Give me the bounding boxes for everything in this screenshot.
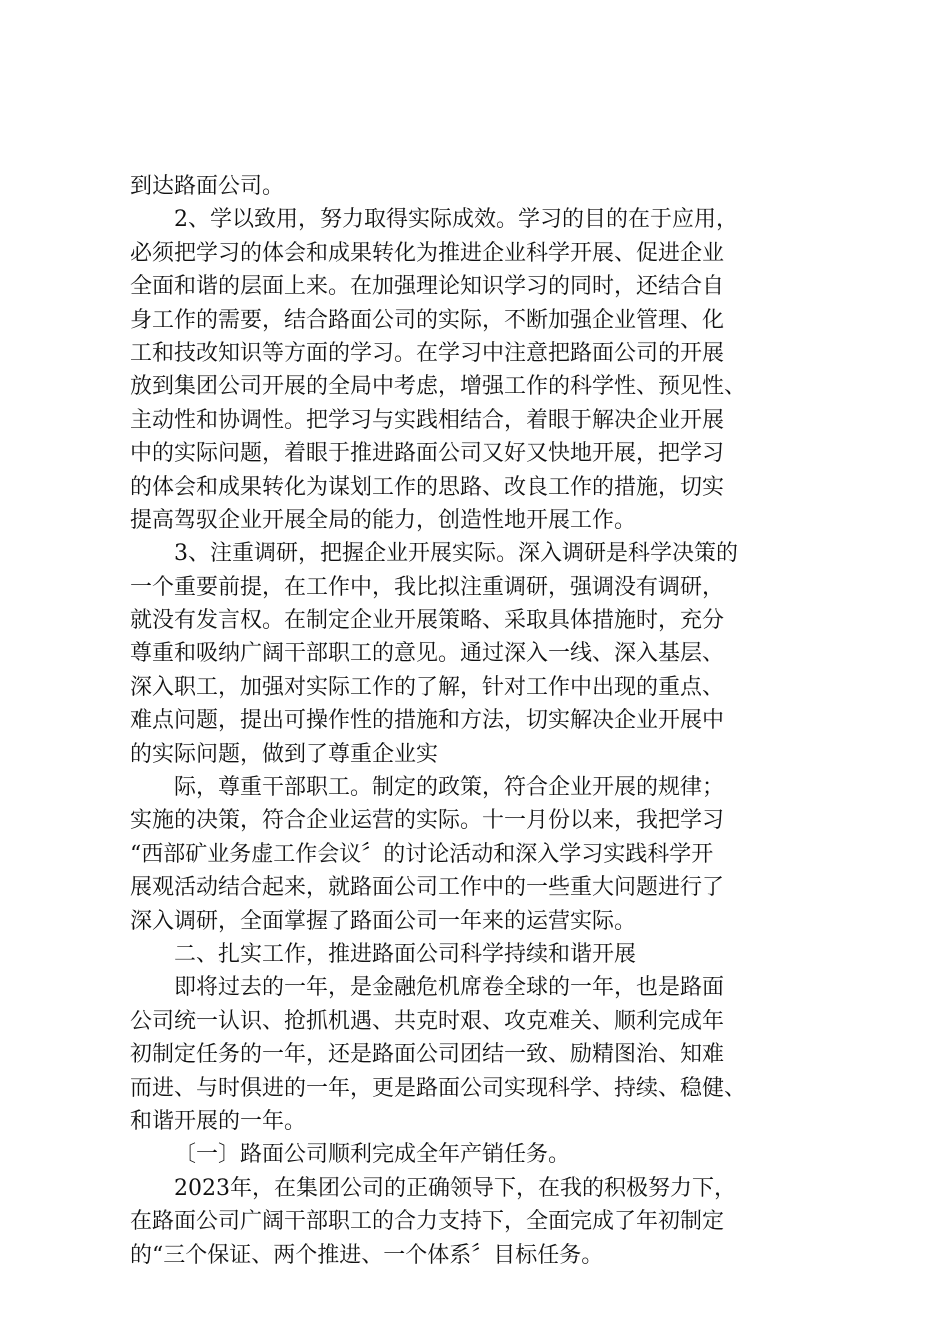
text-line: 到达路面公司。 bbox=[130, 174, 285, 199]
text-line: “西部矿业务虚工作会议〞的讨论活动和深入学习实践科学开 bbox=[130, 841, 714, 867]
text-line: 一个重要前提，在工作中，我比拟注重调研，强调没有调研， bbox=[130, 574, 725, 600]
text-line: 和谐开展的一年。 bbox=[130, 1108, 307, 1134]
text-line: 二、扎实工作，推进路面公司科学持续和谐开展 bbox=[174, 941, 637, 967]
text-line: 的实际问题，做到了尊重企业实 bbox=[130, 741, 439, 767]
text-line: 主动性和协调性。把学习与实践相结合，着眼于解决企业开展 bbox=[130, 407, 725, 433]
text-line: 实施的决策，符合企业运营的实际。十一月份以来，我把学习 bbox=[130, 808, 725, 834]
text-line: 深入调研，全面掌握了路面公司一年来的运营实际。 bbox=[130, 908, 637, 934]
text-line: 中的实际问题，着眼于推进路面公司又好又快地开展，把学习 bbox=[130, 441, 725, 467]
text-line: 全面和谐的层面上来。在加强理论知识学习的同时，还结合自 bbox=[130, 274, 725, 300]
text-line: 2、学以致用，努力取得实际成效。学习的目的在于应用， bbox=[174, 207, 738, 233]
text-line: 提高驾驭企业开展全局的能力，创造性地开展工作。 bbox=[130, 507, 637, 533]
text-line: 展观活动结合起来，就路面公司工作中的一些重大问题进行了 bbox=[130, 875, 725, 901]
text-line: 的体会和成果转化为谋划工作的思路、改良工作的措施，切实 bbox=[130, 474, 725, 500]
text-line: 放到集团公司开展的全局中考虑，增强工作的科学性、预见性、 bbox=[130, 374, 747, 400]
text-line: 即将过去的一年，是金融危机席卷全球的一年，也是路面 bbox=[174, 975, 725, 1001]
text-line: 必须把学习的体会和成果转化为推进企业科学开展、促进企业 bbox=[130, 240, 725, 266]
text-line: 公司统一认识、抢抓机遇、共克时艰、攻克难关、顺利完成年 bbox=[130, 1008, 725, 1034]
text-line: 〔一〕路面公司顺利完成全年产销任务。 bbox=[174, 1142, 571, 1168]
text-line: 工和技改知识等方面的学习。在学习中注意把路面公司的开展 bbox=[130, 340, 725, 366]
text-line: 的“三个保证、两个推进、一个体系〞目标任务。 bbox=[130, 1242, 604, 1268]
text-line: 而进、与时俱进的一年，更是路面公司实现科学、持续、稳健、 bbox=[130, 1075, 747, 1101]
text-line: 3、注重调研，把握企业开展实际。深入调研是科学决策的 bbox=[174, 541, 738, 567]
text-line: 初制定任务的一年，还是路面公司团结一致、励精图治、知难 bbox=[130, 1042, 725, 1068]
text-line: 就没有发言权。在制定企业开展策略、采取具体措施时，充分 bbox=[130, 608, 725, 634]
text-line: 际，尊重干部职工。制定的政策，符合企业开展的规律； bbox=[174, 775, 725, 801]
text-line: 难点问题，提出可操作性的措施和方法，切实解决企业开展中 bbox=[130, 708, 725, 734]
text-line: 尊重和吸纳广阔干部职工的意见。通过深入一线、深入基层、 bbox=[130, 641, 725, 667]
body-text bbox=[130, 170, 830, 1272]
text-line: 深入职工，加强对实际工作的了解，针对工作中出现的重点、 bbox=[130, 674, 725, 700]
text-line: 身工作的需要，结合路面公司的实际，不断加强企业管理、化 bbox=[130, 307, 725, 333]
text-line: 在路面公司广阔干部职工的合力支持下，全面完成了年初制定 bbox=[130, 1209, 725, 1235]
text-line: 2023年，在集团公司的正确领导下，在我的积极努力下， bbox=[174, 1175, 736, 1201]
